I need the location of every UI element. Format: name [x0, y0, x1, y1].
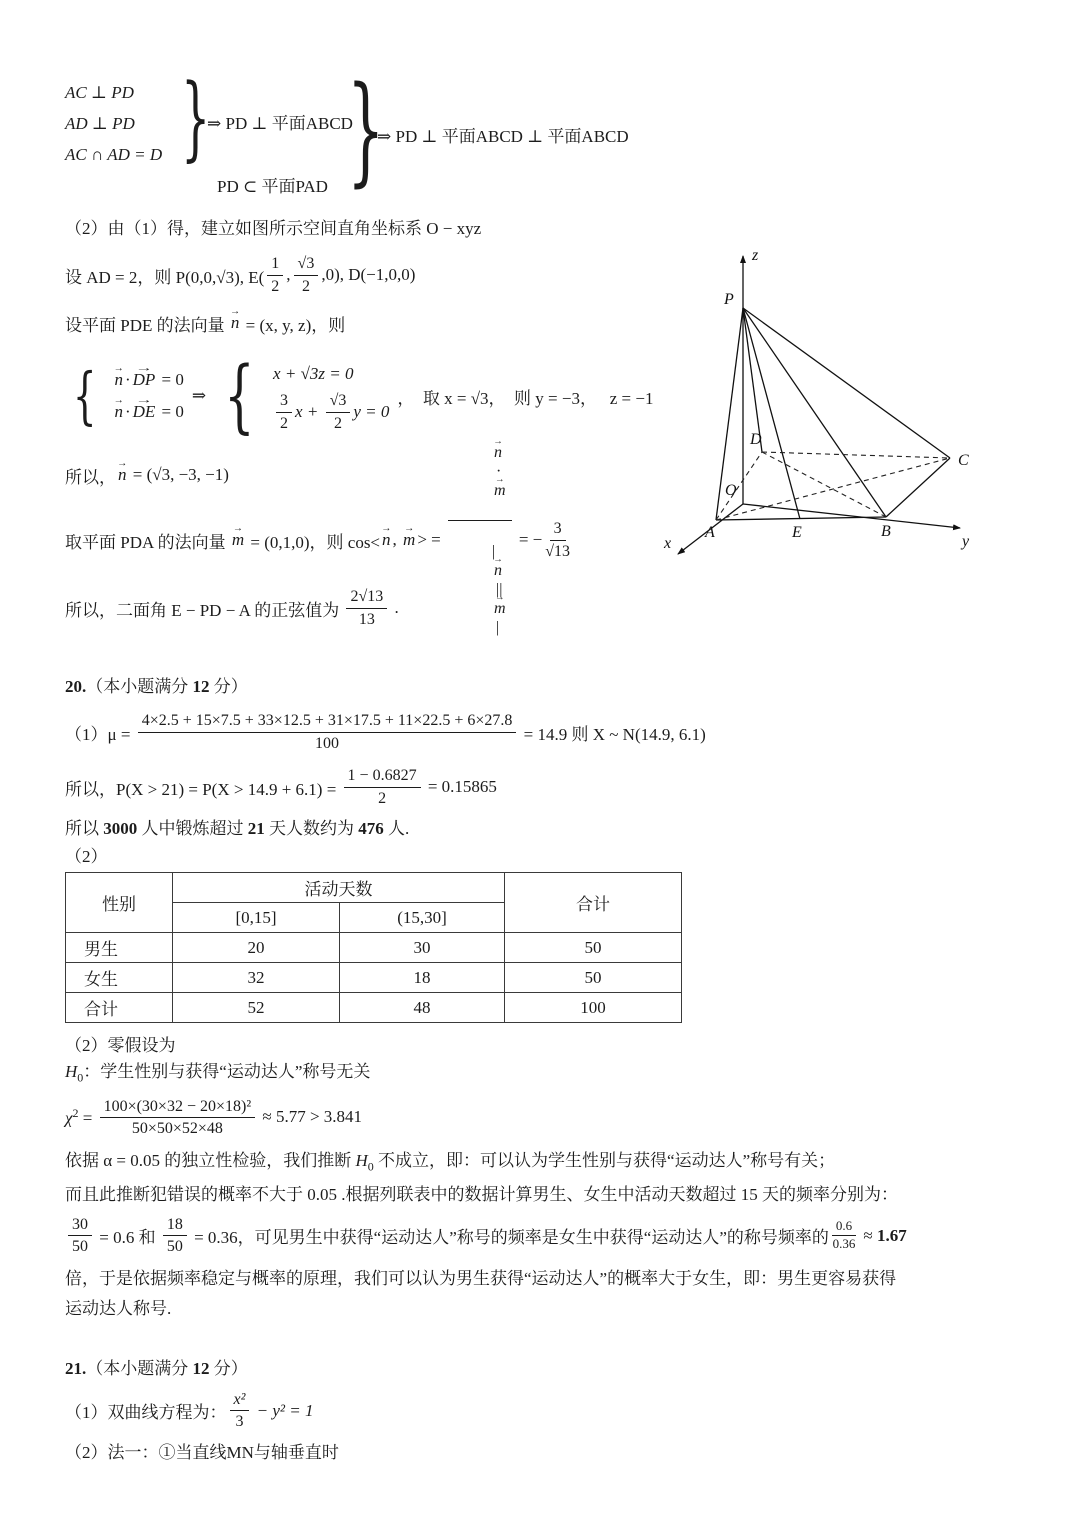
numerator: √3 — [326, 391, 351, 412]
vector-n: n → — [494, 443, 502, 462]
text-run: 依据 α = 0.05 的独立性检验，我们推断 — [65, 1151, 356, 1171]
proof-line-3: AC ∩ AD = D — [65, 145, 163, 164]
vector-n: n → — [114, 402, 123, 422]
fraction — [267, 254, 283, 295]
dot-operator: · — [492, 462, 506, 480]
header-gender: 性别 — [66, 873, 173, 933]
proof-line-4: PD ⊂ 平面PAD — [217, 177, 328, 196]
denominator: 2 — [280, 414, 289, 432]
figure-labels-group — [663, 247, 970, 552]
text-run: （1）双曲线方程为： — [65, 1403, 227, 1423]
denominator: 50 — [166, 1238, 183, 1256]
text-run: 所以 — [65, 819, 104, 838]
point-label-d: D — [750, 431, 762, 448]
count-line — [65, 816, 1040, 842]
equation — [273, 390, 389, 434]
text-run: ,0), D(−1,0,0) — [321, 265, 416, 284]
chi-square-line — [65, 1092, 1040, 1142]
vector-de: DE → — [133, 402, 156, 422]
fraction — [294, 254, 319, 295]
points-value: 12 — [192, 677, 210, 696]
left-brace — [224, 356, 255, 436]
proof-line-1: AC ⊥ PD — [65, 83, 134, 102]
numerator: 100×(30×32 − 20×18)² — [100, 1097, 256, 1118]
denominator: 50 — [72, 1238, 88, 1256]
numerator: x² — [230, 1390, 250, 1411]
geometry-figure — [628, 236, 1020, 586]
text-run: 人中锻炼超过 — [137, 819, 248, 838]
fraction — [163, 1215, 187, 1256]
text-run: = — [78, 1108, 97, 1128]
numerator: 3 — [276, 391, 292, 412]
dot-operator: · — [124, 402, 131, 421]
text-run: ≈ — [859, 1225, 877, 1245]
denominator: 2 — [333, 414, 342, 432]
fraction — [100, 1097, 256, 1138]
number: 3000 — [103, 819, 138, 838]
number: 476 — [358, 819, 384, 838]
fraction — [230, 1390, 250, 1431]
subscript: 0 — [367, 1159, 374, 1174]
denominator: 100 — [315, 734, 340, 752]
vector-n: n → — [118, 465, 127, 485]
denominator: 13 — [358, 610, 375, 628]
denominator: √13 — [545, 542, 571, 560]
dashed-edges-group — [716, 452, 950, 520]
text-run: （1）μ = — [65, 724, 135, 744]
left-brace — [73, 365, 97, 427]
denominator: 2 — [378, 789, 387, 807]
denominator: 50×50×52×48 — [131, 1119, 223, 1137]
point-label-a: A — [705, 524, 715, 541]
text-run: y = 0 — [353, 402, 390, 421]
contingency-table — [65, 872, 682, 1023]
equation — [112, 396, 183, 428]
conclusion-paragraph-line-1 — [65, 1148, 1040, 1179]
text-run: 设 AD = 2，则 P(0,0,√3), E( — [65, 267, 265, 287]
axis-label-z: z — [752, 247, 759, 264]
cell-value: 100 — [505, 993, 682, 1023]
number: 1.67 — [876, 1225, 907, 1245]
cell-value: 50 — [505, 933, 682, 963]
denominator: 2 — [301, 277, 310, 295]
numerator: 1 — [267, 254, 283, 275]
cell-value: 30 — [340, 933, 505, 963]
table-row — [66, 933, 682, 963]
text-run: > = — [417, 530, 445, 549]
question-number: 21. — [65, 1358, 87, 1378]
proof-line-2: AD ⊥ PD — [65, 114, 135, 133]
conclusion-paragraph-line-2: 而且此推断犯错误的概率不大于 0.05 .根据列联表中的数据计算男生、女生中活动天数超过 15 天的频率分别为： — [65, 1184, 898, 1204]
text-run: （本小题满分 — [86, 1358, 193, 1378]
fraction — [448, 423, 512, 656]
chi-symbol: χ — [65, 1108, 73, 1128]
bar: | — [492, 542, 500, 560]
cell-value: 18 — [340, 963, 505, 993]
vector-m: m → — [403, 530, 415, 550]
row-label: 女生 — [66, 963, 173, 993]
text-run: = 0.6 和 — [95, 1228, 160, 1248]
hyperbola-equation-line — [65, 1386, 1040, 1436]
text-run: 人. — [383, 819, 410, 838]
proof-implication-2: ⇒ PD ⊥ 平面ABCD ⊥ 平面ABCD — [377, 127, 629, 146]
header-range-1: [0,15] — [173, 903, 340, 933]
fraction — [326, 391, 351, 432]
text-run: = 0 — [157, 402, 184, 421]
chi-square-symbol-group — [65, 1106, 97, 1129]
axis-label-x: x — [664, 535, 672, 552]
vector-n: n → — [231, 313, 240, 333]
text-run: 所以， — [65, 467, 116, 487]
text-run: 天人数约为 — [264, 819, 359, 838]
text-run: = (0,1,0)，则 cos< — [246, 532, 381, 552]
text-run: x + — [295, 402, 323, 421]
bar: || — [492, 580, 507, 598]
text-run: 分） — [209, 677, 248, 696]
equation: x + √3z = 0 — [273, 364, 354, 383]
text-run: = 14.9 则 X ~ N(14.9, 6.1) — [519, 724, 706, 744]
point-label-e: E — [792, 524, 802, 541]
vector-m: m → — [494, 481, 506, 500]
question-number: 20. — [65, 677, 87, 696]
denominator — [452, 521, 508, 656]
equation — [112, 364, 183, 396]
text-run: = 0.15865 — [423, 777, 497, 796]
numerator: 2√13 — [346, 587, 387, 608]
numerator: 0.6 — [832, 1219, 856, 1236]
coord-system-line: （2）由（1）得，建立如图所示空间直角坐标系 O − xyz — [65, 219, 482, 238]
text-run: 所以，P(X > 21) = P(X > 14.9 + 6.1) = — [65, 779, 341, 799]
header-total: 合计 — [505, 873, 682, 933]
text-run: − y² = 1 — [252, 1400, 314, 1420]
sine-value-line — [65, 582, 1040, 637]
text-run: 不成立，即：可以认为学生性别与获得“运动达人”称号有关； — [373, 1151, 836, 1171]
vector-n: n → — [382, 530, 391, 550]
numerator: 30 — [68, 1215, 92, 1236]
cell-value: 48 — [340, 993, 505, 1023]
subsection-2-label: （2） — [65, 847, 108, 866]
header-activity-days: 活动天数 — [173, 873, 505, 903]
right-brace-inner — [181, 72, 210, 164]
text-run: 取平面 PDA 的法向量 — [65, 532, 230, 552]
pyramid-diagram — [628, 236, 1020, 586]
question-20-title — [65, 674, 1040, 700]
text-run: 分） — [209, 1358, 248, 1378]
hypothesis-symbol: H — [65, 1062, 78, 1081]
row-label: 合计 — [66, 993, 173, 1023]
numerator: 1 − 0.6827 — [344, 766, 421, 787]
text-run: . — [390, 598, 399, 617]
text-run: 设平面 PDE 的法向量 — [65, 315, 229, 335]
text-run: = (x, y, z)，则 — [241, 315, 346, 335]
table-row — [66, 993, 682, 1023]
vector-n: n → — [114, 370, 123, 390]
text-run: = 0.36，可见男生中获得“运动达人”称号的频率是女生中获得“运动达人”的称号频率的 — [189, 1228, 829, 1248]
numerator: √3 — [294, 254, 319, 275]
probability-line — [65, 762, 1040, 812]
vector-dp: DP → — [133, 370, 156, 390]
proof-block — [65, 80, 1040, 212]
fraction — [344, 766, 421, 807]
fraction — [68, 1215, 92, 1256]
points-value: 12 — [192, 1358, 210, 1378]
table-header-row — [66, 873, 682, 903]
hypothesis-symbol: H — [355, 1151, 368, 1171]
fraction — [346, 587, 387, 628]
null-hypothesis-line — [65, 1059, 1040, 1090]
bar: | — [492, 619, 500, 637]
vector-m: m → — [232, 530, 244, 550]
system-right-column — [273, 358, 389, 434]
cell-value: 52 — [173, 993, 340, 1023]
point-label-p: P — [724, 291, 734, 308]
superscript: 2 — [72, 1106, 79, 1121]
text-run: ≈ 5.77 > 3.841 — [258, 1107, 363, 1127]
question-21-title — [65, 1356, 1040, 1382]
fraction — [138, 711, 517, 752]
text-run: , — [392, 530, 402, 549]
table-row — [66, 963, 682, 993]
number: 21 — [247, 819, 265, 838]
axes-group — [678, 256, 960, 554]
dot-operator: · — [124, 370, 131, 389]
method-one-line: （2）法一：①当直线MN与轴垂直时 — [65, 1442, 339, 1462]
fraction — [545, 519, 570, 560]
text-run: = (√3, −3, −1) — [128, 465, 229, 484]
text-run: = − — [514, 530, 543, 549]
origin-label-o: O — [725, 482, 737, 499]
denominator: 2 — [271, 277, 280, 295]
conclusion-paragraph-line-3: 倍，于是依据频率稳定与概率的原理，我们可以认为男生获得“运动达人”的概率大于女生，即：男生更容易获得 — [65, 1268, 897, 1288]
cell-value: 32 — [173, 963, 340, 993]
point-label-c: C — [958, 452, 969, 469]
subscript: 0 — [77, 1070, 84, 1085]
vector-n: n → — [494, 561, 502, 580]
text-run: （本小题满分 — [86, 677, 193, 696]
row-label: 男生 — [66, 933, 173, 963]
text-run: , — [286, 265, 291, 284]
null-hypothesis-intro: （2）零假设为 — [65, 1036, 176, 1055]
denominator: 3 — [235, 1413, 244, 1431]
numerator: 3 — [550, 519, 566, 540]
proof-implication-1: ⇒ PD ⊥ 平面ABCD — [207, 114, 353, 133]
text-run: = 0 — [157, 370, 184, 389]
text-run: ：学生性别与获得“运动达人”称号无关 — [83, 1062, 371, 1081]
numerator: 18 — [163, 1215, 187, 1236]
numerator — [448, 423, 512, 521]
text-run: ， 取 x = √3， 则 y = −3， z = −1 — [397, 388, 654, 408]
system-left-column — [112, 364, 183, 428]
mu-line — [65, 706, 1040, 758]
vector-m: m → — [494, 599, 506, 618]
header-range-2: (15,30] — [340, 903, 505, 933]
denominator: 0.36 — [832, 1236, 856, 1252]
fraction — [276, 391, 292, 432]
text-run: 所以，二面角 E − PD − A 的正弦值为 — [65, 600, 344, 620]
point-label-b: B — [881, 523, 891, 540]
fraction — [832, 1219, 856, 1252]
cell-value: 50 — [505, 963, 682, 993]
solid-edges-group — [716, 308, 950, 520]
numerator: 4×2.5 + 15×7.5 + 33×12.5 + 31×17.5 + 11×22.5 + 6×27.8 — [138, 711, 517, 732]
cell-value: 20 — [173, 933, 340, 963]
axis-label-y: y — [962, 533, 970, 550]
implies-arrow: ⇒ — [191, 386, 207, 405]
conclusion-paragraph-line-4: 运动达人称号. — [65, 1298, 172, 1318]
frequency-line — [65, 1212, 1040, 1260]
